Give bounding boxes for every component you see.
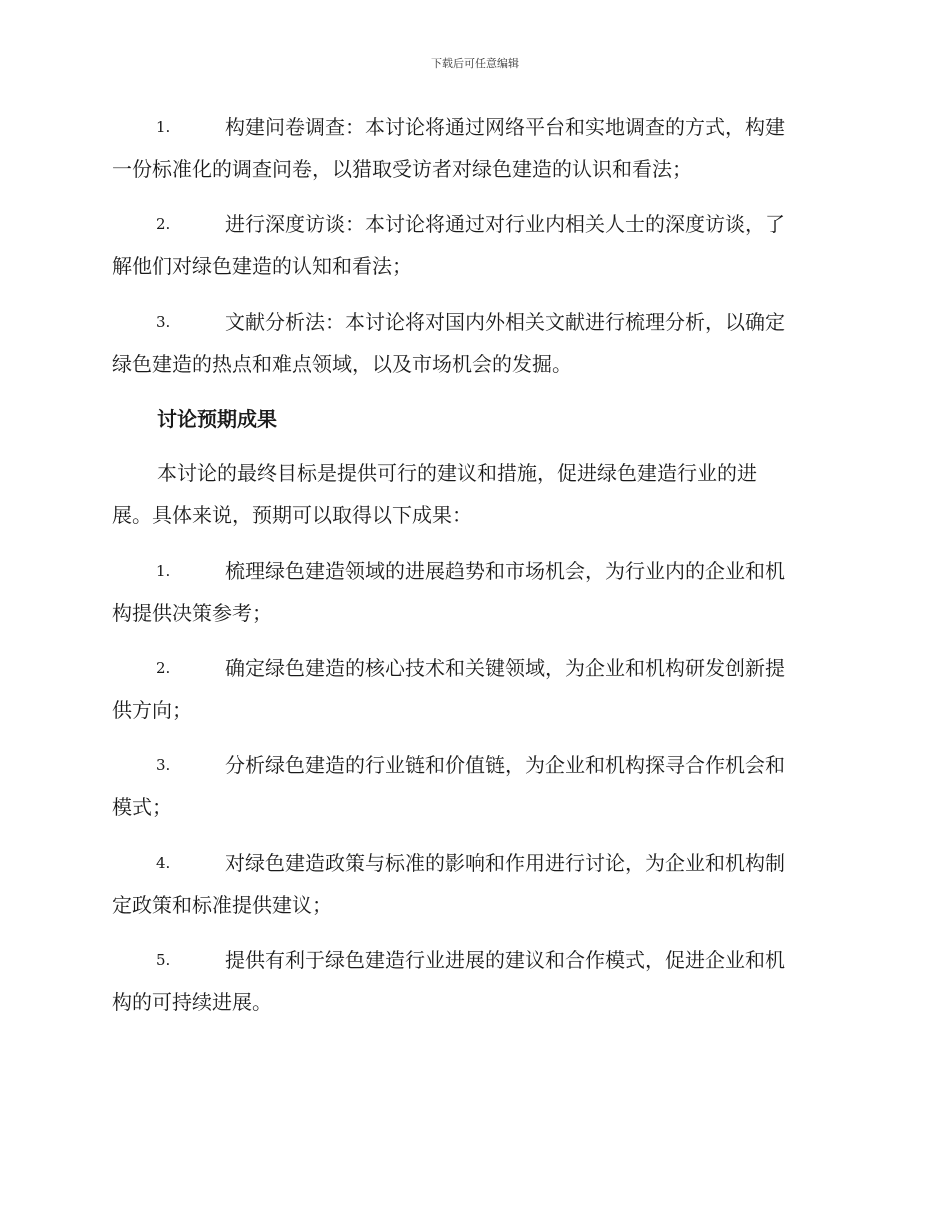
list-number: 5. — [156, 951, 171, 969]
list-text-cont: 供方向； — [112, 698, 192, 722]
list-item — [112, 744, 836, 828]
list-item — [112, 550, 836, 634]
list-text-cont: 一份标准化的调查问卷，以猎取受访者对绿色建造的认识和看法； — [112, 157, 692, 181]
list-item — [112, 939, 836, 1023]
list-text-cont: 构的可持续进展。 — [112, 990, 272, 1014]
list-text-cont: 绿色建造的热点和难点领域，以及市场机会的发掘。 — [112, 352, 572, 376]
list-item — [112, 106, 836, 190]
page-header: 下载后可任意编辑 — [431, 57, 519, 70]
list-text-cont: 模式； — [112, 795, 172, 819]
list-number: 2. — [156, 215, 171, 233]
intro-line: 本讨论的最终目标是提供可行的建议和措施，促进绿色建造行业的进 — [157, 461, 757, 485]
list-number: 1. — [156, 562, 171, 580]
list-number: 2. — [156, 659, 171, 677]
list-item — [112, 203, 836, 287]
list-item — [112, 647, 836, 731]
list-text-cont: 解他们对绿色建造的认知和看法； — [112, 254, 412, 278]
list-text-cont: 定政策和标准提供建议； — [112, 893, 332, 917]
list-text: 进行深度访谈：本讨论将通过对行业内相关人士的深度访谈，了 — [225, 212, 785, 236]
list-text: 提供有利于绿色建造行业进展的建议和合作模式，促进企业和机 — [225, 948, 785, 972]
list-number: 1. — [156, 118, 171, 136]
section-heading: 讨论预期成果 — [157, 407, 277, 431]
list-text: 确定绿色建造的核心技术和关键领域，为企业和机构研发创新提 — [225, 656, 785, 680]
list-item — [112, 842, 836, 926]
list-item — [112, 301, 836, 385]
list-text: 梳理绿色建造领域的进展趋势和市场机会，为行业内的企业和机 — [225, 559, 785, 583]
list-text: 文献分析法：本讨论将对国内外相关文献进行梳理分析，以确定 — [225, 310, 785, 334]
list-text: 对绿色建造政策与标准的影响和作用进行讨论，为企业和机构制 — [225, 851, 785, 875]
list-text: 构建问卷调查：本讨论将通过网络平台和实地调查的方式，构建 — [225, 115, 785, 139]
list-number: 4. — [156, 854, 171, 872]
intro-line: 展。具体来说，预期可以取得以下成果： — [112, 503, 472, 527]
intro-paragraph — [112, 452, 836, 536]
list-text: 分析绿色建造的行业链和价值链，为企业和机构探寻合作机会和 — [225, 753, 785, 777]
list-number: 3. — [156, 313, 171, 331]
list-number: 3. — [156, 756, 171, 774]
list-text-cont: 构提供决策参考； — [112, 601, 272, 625]
